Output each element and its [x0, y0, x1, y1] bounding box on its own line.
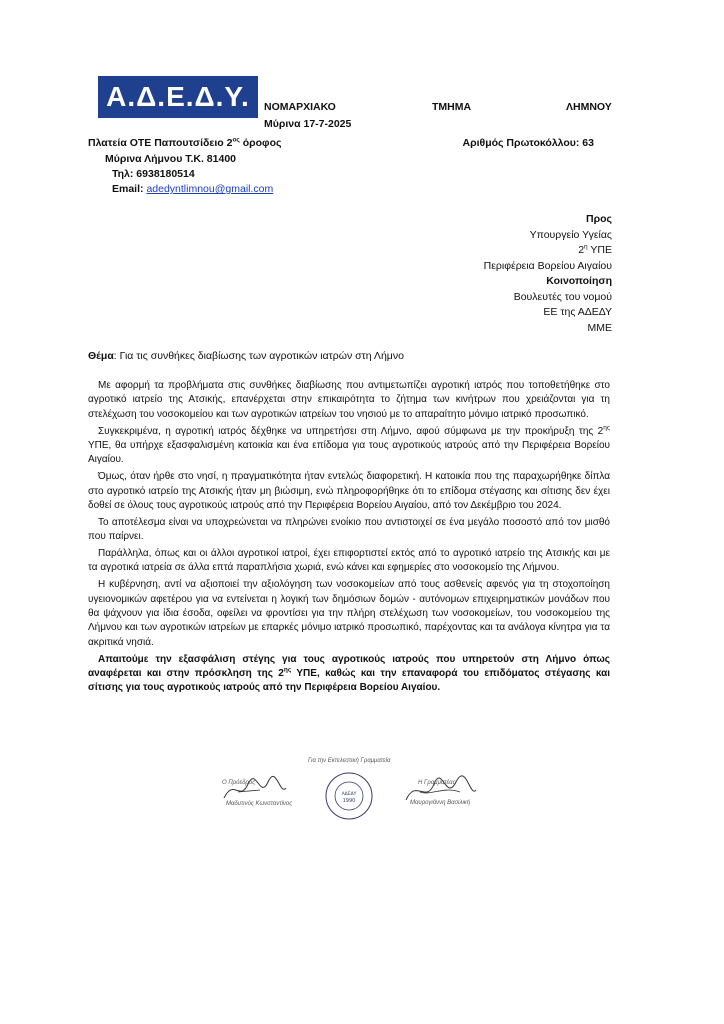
recipient-line: Υπουργείο Υγείας — [529, 228, 612, 241]
cc-line: ΕΕ της ΑΔΕΔΥ — [543, 306, 612, 318]
svg-text:ΑΔΕΔΥ: ΑΔΕΔΥ — [341, 792, 357, 797]
body-paragraph: Παράλληλα, όπως και οι άλλοι αγροτικοί ιατροί, έχει επιφορτιστεί εκτός από το αγροτικό ιατρείο της Ατσικής και με τα αγροτικά ιατρεία σε άλλα επτά παραπλήσια χωριά, ενώ κάνει και εφημερίες στο νοσοκομείο της Λήμνου. — [88, 548, 610, 574]
phone-line: Τηλ: 6938180514 — [112, 168, 195, 180]
subject-line: Θέμα: Για τις συνθήκες διαβίωσης των αγροτικών ιατρών στη Λήμνο — [88, 350, 404, 362]
signature-block — [200, 752, 480, 852]
header-word-department: ΤΜΗΜΑ — [432, 101, 472, 113]
signature-title: Για την Εκτελεστική Γραμματεία — [308, 758, 391, 764]
body-paragraph: Η κυβέρνηση, αντί να αξιοποιεί την αξιολόγηση των νοσοκομείων από τους ασθενείς αφενός για τη στοχοποίηση υγειονομικών αφετέρου για να εντείνεται η λογική των δημόσιων δομών - αυτόνομων επιχειρηματικών μονάδων που θα ψάχνουν για ίδια έσοδα, οφείλει να φροντίσει για την πλήρη στελέχωση των νοσοκομείων, του νοσοκομείου της Λήμνου και των αγροτικών ιατρείων με επαρκές μόνιμο ιατρικό προσωπικό, παρέχοντας και τα ανάλογα κίνητρα για τα ακριτικά νησιά. — [88, 579, 610, 648]
body-paragraph: Όμως, όταν ήρθε στο νησί, η πραγματικότητα ήταν εντελώς διαφορετική. Η κατοικία που της παραχωρήθηκε δίπλα στο αγροτικό ιατρείο της Ατσικής ήταν μη βιώσιμη, ενώ πληροφορήθηκε ότι το επίδομα στέγασης και σίτισης δεν έχει δοθεί σε όλους τους αγροτικούς ιατρούς από την Περιφέρεια Βορείου Αιγαίου, από τον Δεκέμβριο του 2024. — [88, 471, 610, 512]
to-label: Προς — [586, 213, 612, 225]
protocol-number: Αριθμός Πρωτοκόλλου: 63 — [462, 137, 594, 149]
official-stamp — [320, 770, 378, 822]
secretary-label: Η Γραμματέας — [418, 780, 456, 786]
address-line-2: Μύρινα Λήμνου Τ.Κ. 81400 — [105, 153, 237, 165]
cc-label: Κοινοποίηση — [546, 275, 612, 287]
body-paragraph: Συγκεκριμένα, η αγροτική ιατρός δέχθηκε να υπηρετήσει στη Λήμνο, αφού σύμφωνα με την προκήρυξη της $2^{\eta\varsigma}$ ΥΠΕ, θα υπήρχε εξασφαλισμένη κατοικία και ένα επίδομα για τους αγροτικούς ιατρούς από την Περιφέρεια Βορείου Αιγαίου. — [88, 424, 610, 466]
president-label: Ο Πρόεδρος — [222, 780, 256, 786]
president-name: Μαδυτινός Κωνσταντίνος — [226, 801, 293, 807]
recipient-line: Περιφέρεια Βορείου Αιγαίου — [483, 259, 612, 272]
letter-body — [88, 379, 610, 698]
email-line: Email: adedyntlimnou@gmail.com — [112, 183, 274, 195]
address-line-1: Πλατεία ΟΤΕ Παπουτσίδειο $2^{o\varsigma}$ όροφος — [88, 136, 282, 149]
adedy-logo: Α.Δ.Ε.Δ.Υ. — [98, 76, 258, 118]
document-date: Μύρινα 17-7-2025 — [264, 118, 352, 130]
recipient-line: $2^\eta$ ΥΠΕ — [578, 243, 612, 256]
svg-text:1990: 1990 — [342, 798, 356, 804]
recipients-block — [484, 212, 612, 336]
body-paragraph: Με αφορμή τα προβλήματα στις συνθήκες διαβίωσης που αντιμετωπίζει αγροτική ιατρός που τοποθετήθηκε στο αγροτικό ιατρείο της Ατσικής, επανέρχεται στην επικαιρότητα το ζήτημα των κινήτρων που χρειάζονται για τη στελέχωση του νοσοκομείου και των αγροτικών ιατρείων του νησιού με το απαραίτητο μόνιμο ιατρικό προσωπικό. — [88, 380, 610, 420]
cc-line: ΜΜΕ — [587, 321, 612, 334]
demand-paragraph: Απαιτούμε την εξασφάλιση στέγης για τους αγροτικούς ιατρούς που υπηρετούν στη Λήμνο όπως αναφέρεται και στην πρόσκληση της $2^{\eta\varsigma}$ ΥΠΕ, καθώς και την επαναφορά του επιδόματος στέγασης και σίτισης για τους αγροτικούς ιατρούς από την Περιφέρεια Βορείου Αιγαίου. — [88, 653, 611, 694]
cc-line: Βουλευτές του νομού — [513, 290, 612, 303]
header-word-prefecture: ΝΟΜΑΡΧΙΑΚΟ — [264, 101, 336, 113]
secretary-name: Μαυρογιάννη Βασιλική — [410, 800, 471, 806]
header-word-limnos: ΛΗΜΝΟΥ — [566, 101, 612, 113]
email-link[interactable]: adedyntlimnou@gmail.com — [146, 183, 274, 195]
body-paragraph: Το αποτέλεσμα είναι να υποχρεώνεται να πληρώνει ενοίκιο που αντιστοιχεί σε ένα μεγάλο ποσοστό από τον μισθό που παίρνει. — [88, 516, 610, 543]
